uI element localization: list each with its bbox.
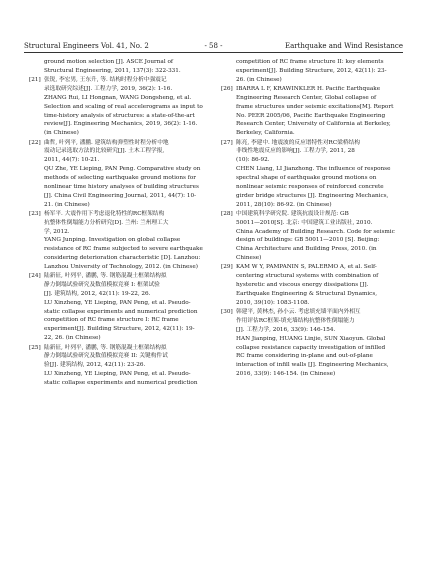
reference-line: (in Chinese) — [44, 130, 79, 137]
running-header — [24, 40, 403, 53]
reference-text — [236, 308, 407, 379]
reference-line: ground motion selection [J]. ASCE Journal of — [44, 59, 173, 65]
reference-line: [J]. China Civil Engineering Journal, 2011, 44(7): 10- — [44, 192, 197, 199]
reference-number: [23] — [29, 210, 41, 217]
reference-line: methods of selecting earthquake ground motions for — [44, 174, 196, 181]
reference-line: time-history analysis of structures: a state-of-the-art — [44, 112, 195, 119]
reference-line: experiment[J]. Building Structure, 2012, 42(11): 19- — [44, 326, 195, 333]
reference-line: Research Center, University of California at Berkeley, — [236, 121, 391, 128]
reference-number: [28] — [221, 210, 233, 217]
reference-entry — [29, 76, 215, 138]
reference-line: experiment[J]. Building Structure, 2012, 42(11): 23- — [236, 67, 387, 74]
reference-line: RC frame considering in-plane and out-of-plane — [236, 353, 373, 360]
reference-line: YANG Junping. Investigation on global collapse — [44, 237, 181, 244]
reference-line: 静力倒塌试验研究及数值模拟竞赛 II: 关键构件试 — [44, 353, 168, 360]
reference-line: 作用评估RC框架-填充墙结构抗整体性倒塌能力 — [236, 317, 355, 324]
reference-line: considering deterioration characteristic [D]. Lanzhou: — [44, 255, 201, 262]
reference-line: 抗整体性倒塌能力分析研究[D]. 兰州: 兰州理工大 — [44, 219, 169, 226]
reference-line: girder bridge structures [J]. Engineering Mechanics, — [236, 192, 389, 199]
reference-line: nonlinear time history analyses of building structures — [44, 183, 199, 190]
reference-line: China Academy of Building Research. Code for seismic — [236, 228, 395, 235]
reference-line: ZHANG Rui, LI Hongnan, WANG Dongsheng, et al. — [44, 94, 192, 101]
reference-text — [236, 139, 407, 210]
reference-line: competition of RC frame structure II: key elements — [236, 59, 384, 65]
reference-line: QU Zhe, YE Lieping, PAN Peng. Comparative study on — [44, 166, 201, 173]
reference-line: (10): 86-92. — [236, 157, 270, 164]
reference-entry — [221, 263, 407, 307]
reference-line: Engineering Research Center, Global collapse of — [236, 94, 377, 101]
journal-info: Structural Engineers Vol. 41, No. 2 — [24, 42, 149, 50]
reference-number: [29] — [221, 264, 233, 271]
reference-entry — [29, 139, 215, 210]
reference-number: [21] — [29, 77, 41, 84]
reference-line: 陆新征, 叶列平, 潘鹏, 等. 钢筋混凝土框架结构拟 — [44, 344, 167, 351]
reference-line: No. PEER 2005/06, Pacific Earthquake Engineering — [236, 112, 386, 119]
reference-line: 2016, 33(9): 146-154. (in Chinese) — [236, 371, 336, 378]
reference-line: design of buildings: GB 50011—2010 [S]. Beijing: — [236, 237, 380, 244]
reference-line: China Architecture and Building Press, 2010. (in — [236, 246, 377, 253]
section-title: Earthquake and Wind Resistance — [284, 42, 403, 50]
reference-text — [44, 139, 215, 210]
reference-line: Lanzhou University of Technology, 2012. (in Chinese) — [44, 263, 198, 270]
reference-line: 非线性地震反应的影响[J]. 工程力学, 2011, 28 — [236, 148, 355, 155]
reference-line: 录选取研究综述[J]. 工程力学, 2019, 36(2): 1-16. — [44, 86, 173, 93]
reference-line: 21. (in Chinese) — [44, 201, 90, 208]
reference-line: Selection and scaling of real accelerograms as input to — [44, 103, 203, 110]
reference-text — [236, 58, 407, 85]
reference-line: 陈亮, 李建中. 地震波的反应谱特性对RC梁桥结构 — [236, 139, 360, 146]
reference-text — [44, 76, 215, 138]
reference-line: LU Xinzheng, YE Lieping, PAN Peng, et al. Pseudo- — [44, 371, 191, 378]
reference-number: [25] — [29, 344, 41, 351]
reference-number: [27] — [221, 139, 233, 146]
reference-line: 50011—2010[S]. 北京: 中国建筑工业出版社, 2010. — [236, 219, 373, 226]
reference-text — [236, 263, 407, 307]
reference-line: collapse resistance capacity investigation of infilled — [236, 344, 386, 351]
reference-line: centering structural systems with combination of — [236, 273, 379, 280]
reference-number: [26] — [221, 86, 233, 93]
reference-line: Structural Engineering, 2011, 137(3): 322-331. — [44, 67, 181, 74]
reference-text — [236, 210, 407, 263]
reference-line: 张锐, 李宏男, 王东升, 等. 结构时程分析中强震记 — [44, 77, 167, 84]
reference-line: IBARRA L F, KRAWINKLER H. Pacific Earthquake — [236, 86, 381, 93]
reference-line: 验[J]. 建筑结构, 2012, 42(11): 23-26. — [44, 362, 146, 369]
reference-text — [44, 344, 215, 388]
reference-entry — [221, 58, 407, 85]
reference-line: resistance of RC frame subjected to severe earthquake — [44, 246, 203, 253]
reference-line: interaction of infill walls [J]. Engineering Mechanics, — [236, 362, 389, 369]
reference-line: 韩建平, 黄林杰, 孙小云. 考虑填充墙平面内外相互 — [236, 309, 361, 316]
reference-text — [44, 58, 215, 76]
reference-line: competition of RC frame structure I: RC frame — [44, 317, 179, 324]
references-left-column — [29, 58, 215, 388]
reference-entry — [29, 58, 215, 76]
reference-line: Berkeley, California. — [236, 130, 295, 137]
reference-line: CHEN Liang, LI Jianzhong. The influence of response — [236, 166, 391, 173]
reference-line: review[J]. Engineering Mechanics, 2019, 36(2): 1-16. — [44, 121, 198, 128]
reference-line: spectral shape of earthquake ground motions on — [236, 174, 377, 181]
reference-line: static collapse experiments and numerical prediction — [44, 308, 198, 315]
reference-entry — [221, 139, 407, 210]
reference-line: 静力倒塌试验研究及数值模拟竞赛 I: 框架试验 — [44, 282, 160, 289]
reference-line: 陆新征, 叶列平, 潘鹏, 等. 钢筋混凝土框架结构拟 — [44, 273, 167, 280]
reference-line: 2010, 39(10): 1083-1108. — [236, 299, 310, 306]
references-right-column — [221, 58, 407, 379]
reference-entry — [29, 210, 215, 272]
reference-entry — [221, 210, 407, 263]
reference-line: Chinese) — [236, 255, 262, 262]
reference-line: 学, 2012. — [44, 228, 70, 235]
reference-line: 杨军平. 大震作用下考虑退化特性的RC框架结构 — [44, 210, 165, 217]
reference-line: nonlinear seismic responses of reinforced concrete — [236, 183, 384, 190]
reference-line: 22, 26. (in Chinese) — [44, 335, 101, 342]
reference-line: 2011, 28(10): 86-92. (in Chinese) — [236, 201, 332, 208]
reference-line: 26. (in Chinese) — [236, 76, 282, 83]
reference-number: [22] — [29, 139, 41, 146]
reference-line: frame structures under seismic excitations[M]. Report — [236, 103, 394, 110]
reference-number: [30] — [221, 309, 233, 316]
reference-line: [J]. 建筑结构, 2012, 42(11): 19-22, 26. — [44, 290, 151, 297]
reference-line: KAM W Y, PAMPANIN S, PALERMO A, et al. Self- — [236, 264, 377, 271]
reference-line: 2011, 44(7): 10-21. — [44, 157, 100, 164]
reference-line: [J]. 工程力学, 2016, 33(9): 146-154. — [236, 326, 336, 333]
reference-line: 曲哲, 叶列平, 潘鹏. 建筑结构弹塑性时程分析中地 — [44, 139, 169, 146]
reference-line: LU Xinzheng, YE Lieping, PAN Peng, et al. Pseudo- — [44, 299, 191, 306]
reference-line: Earthquake Engineering & Structural Dynamics, — [236, 290, 378, 297]
reference-line: HAN Jianping, HUANG Linjie, SUN Xiaoyun. Global — [236, 335, 386, 342]
reference-entry — [29, 344, 215, 388]
reference-text — [236, 85, 407, 138]
reference-text — [44, 210, 215, 272]
reference-entry — [221, 85, 407, 138]
reference-entry — [221, 308, 407, 379]
reference-number: [24] — [29, 273, 41, 280]
reference-entry — [29, 272, 215, 343]
reference-line: 中国建筑科学研究院. 建筑抗震设计规范: GB — [236, 210, 349, 217]
reference-text — [44, 272, 215, 343]
page-number: - 58 - — [204, 42, 223, 50]
reference-line: hysteretic and viscous energy dissipations [J]. — [236, 282, 369, 289]
reference-line: static collapse experiments and numerical prediction — [44, 379, 198, 386]
reference-line: 震动记录选取方法的比较研究[J]. 土木工程学报, — [44, 148, 165, 155]
